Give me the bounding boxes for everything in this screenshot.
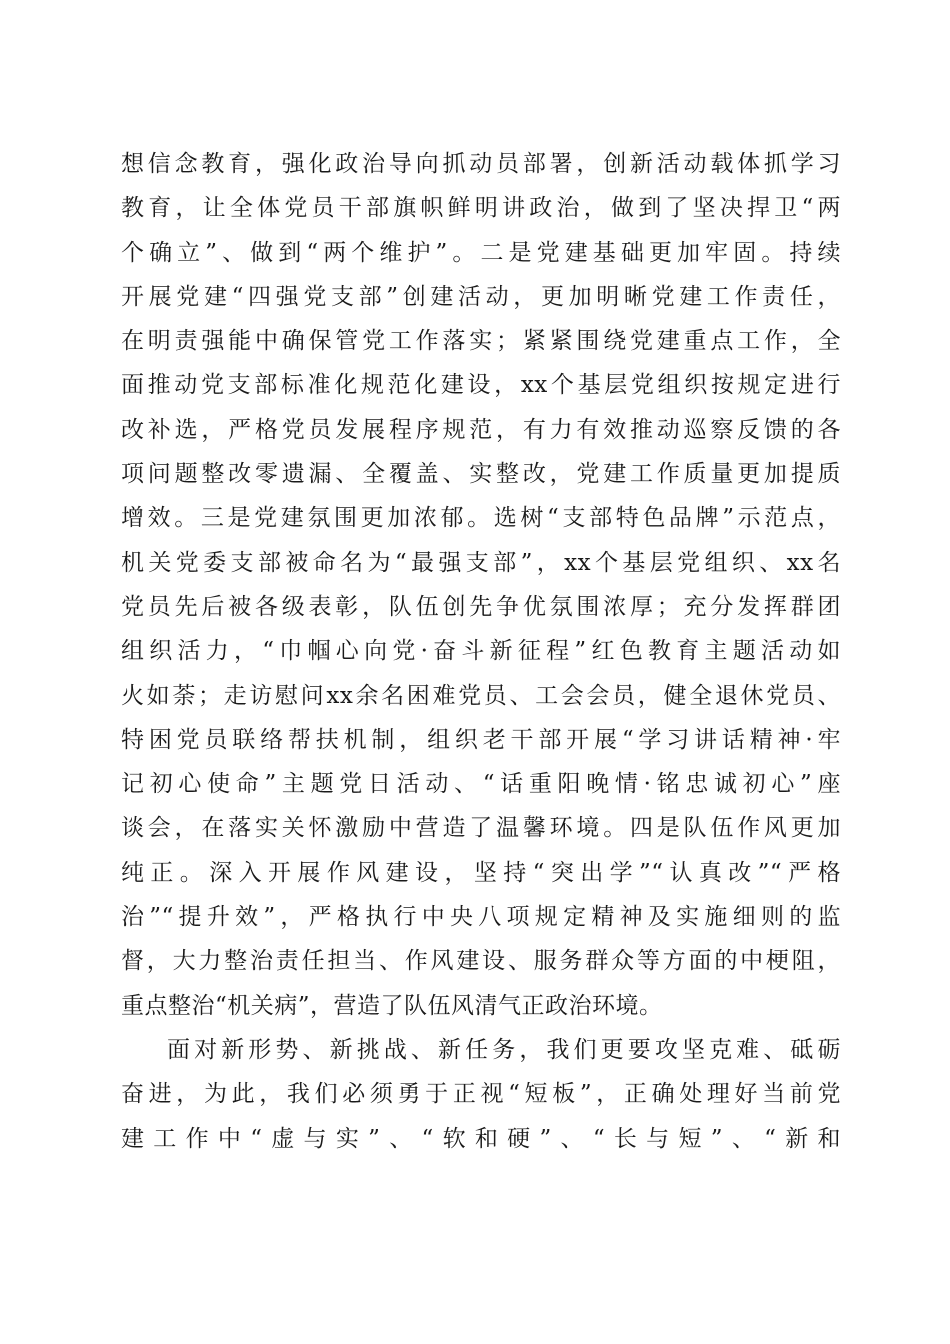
text-line: 火如荼；走访慰问xx余名困难党员、工会会员，健全退休党员、 [121, 682, 841, 709]
text-line: 奋进，为此，我们必须勇于正视“短板”，正确处理好当前党 [121, 1081, 841, 1108]
text-line: 面对新形势、新挑战、新任务，我们更要攻坚克难、砥砺 [167, 1036, 841, 1063]
text-line: 督，大力整治责任担当、作风建设、服务群众等方面的中梗阻， [121, 948, 841, 975]
text-line: 增效。三是党建氛围更加浓郁。选树“支部特色品牌”示范点， [121, 505, 841, 532]
text-line: 开展党建“四强党支部”创建活动，更加明晰党建工作责任， [121, 283, 841, 310]
text-line: 组织活力，“巾帼心向党·奋斗新征程”红色教育主题活动如 [121, 638, 841, 665]
text-line: 个确立”、做到“两个维护”。二是党建基础更加牢固。持续 [121, 239, 841, 266]
text-line: 党员先后被各级表彰，队伍创先争优氛围浓厚；充分发挥群团 [121, 593, 841, 620]
text-line: 项问题整改零遗漏、全覆盖、实整改，党建工作质量更加提质 [121, 461, 841, 488]
text-line: 谈会，在落实关怀激励中营造了温馨环境。四是队伍作风更加 [121, 815, 841, 842]
text-line: 机关党委支部被命名为“最强支部”，xx个基层党组织、xx名 [121, 549, 841, 576]
text-line: 记初心使命”主题党日活动、“话重阳晚情·铭忠诚初心”座 [121, 771, 841, 798]
text-line: 教育，让全体党员干部旗帜鲜明讲政治，做到了坚决捍卫“两 [121, 195, 841, 222]
text-line: 想信念教育，强化政治导向抓动员部署，创新活动载体抓学习 [121, 151, 841, 177]
text-line: 面推动党支部标准化规范化建设，xx个基层党组织按规定进行 [121, 372, 841, 399]
text-line: 在明责强能中确保管党工作落实；紧紧围绕党建重点工作，全 [121, 328, 841, 355]
text-line: 重点整治“机关病”，营造了队伍风清气正政治环境。 [121, 992, 663, 1019]
text-line: 特困党员联络帮扶机制，组织老干部开展“学习讲话精神·牢 [121, 726, 841, 753]
text-line: 建工作中“虚与实”、“软和硬”、“长与短”、“新和 [121, 1125, 841, 1152]
text-line: 治”“提升效”，严格执行中央八项规定精神及实施细则的监 [121, 904, 841, 931]
body-text [121, 142, 841, 1161]
text-line: 纯正。深入开展作风建设，坚持“突出学”“认真改”“严格 [121, 859, 841, 886]
text-line: 改补选，严格党员发展程序规范，有力有效推动巡察反馈的各 [121, 416, 841, 443]
